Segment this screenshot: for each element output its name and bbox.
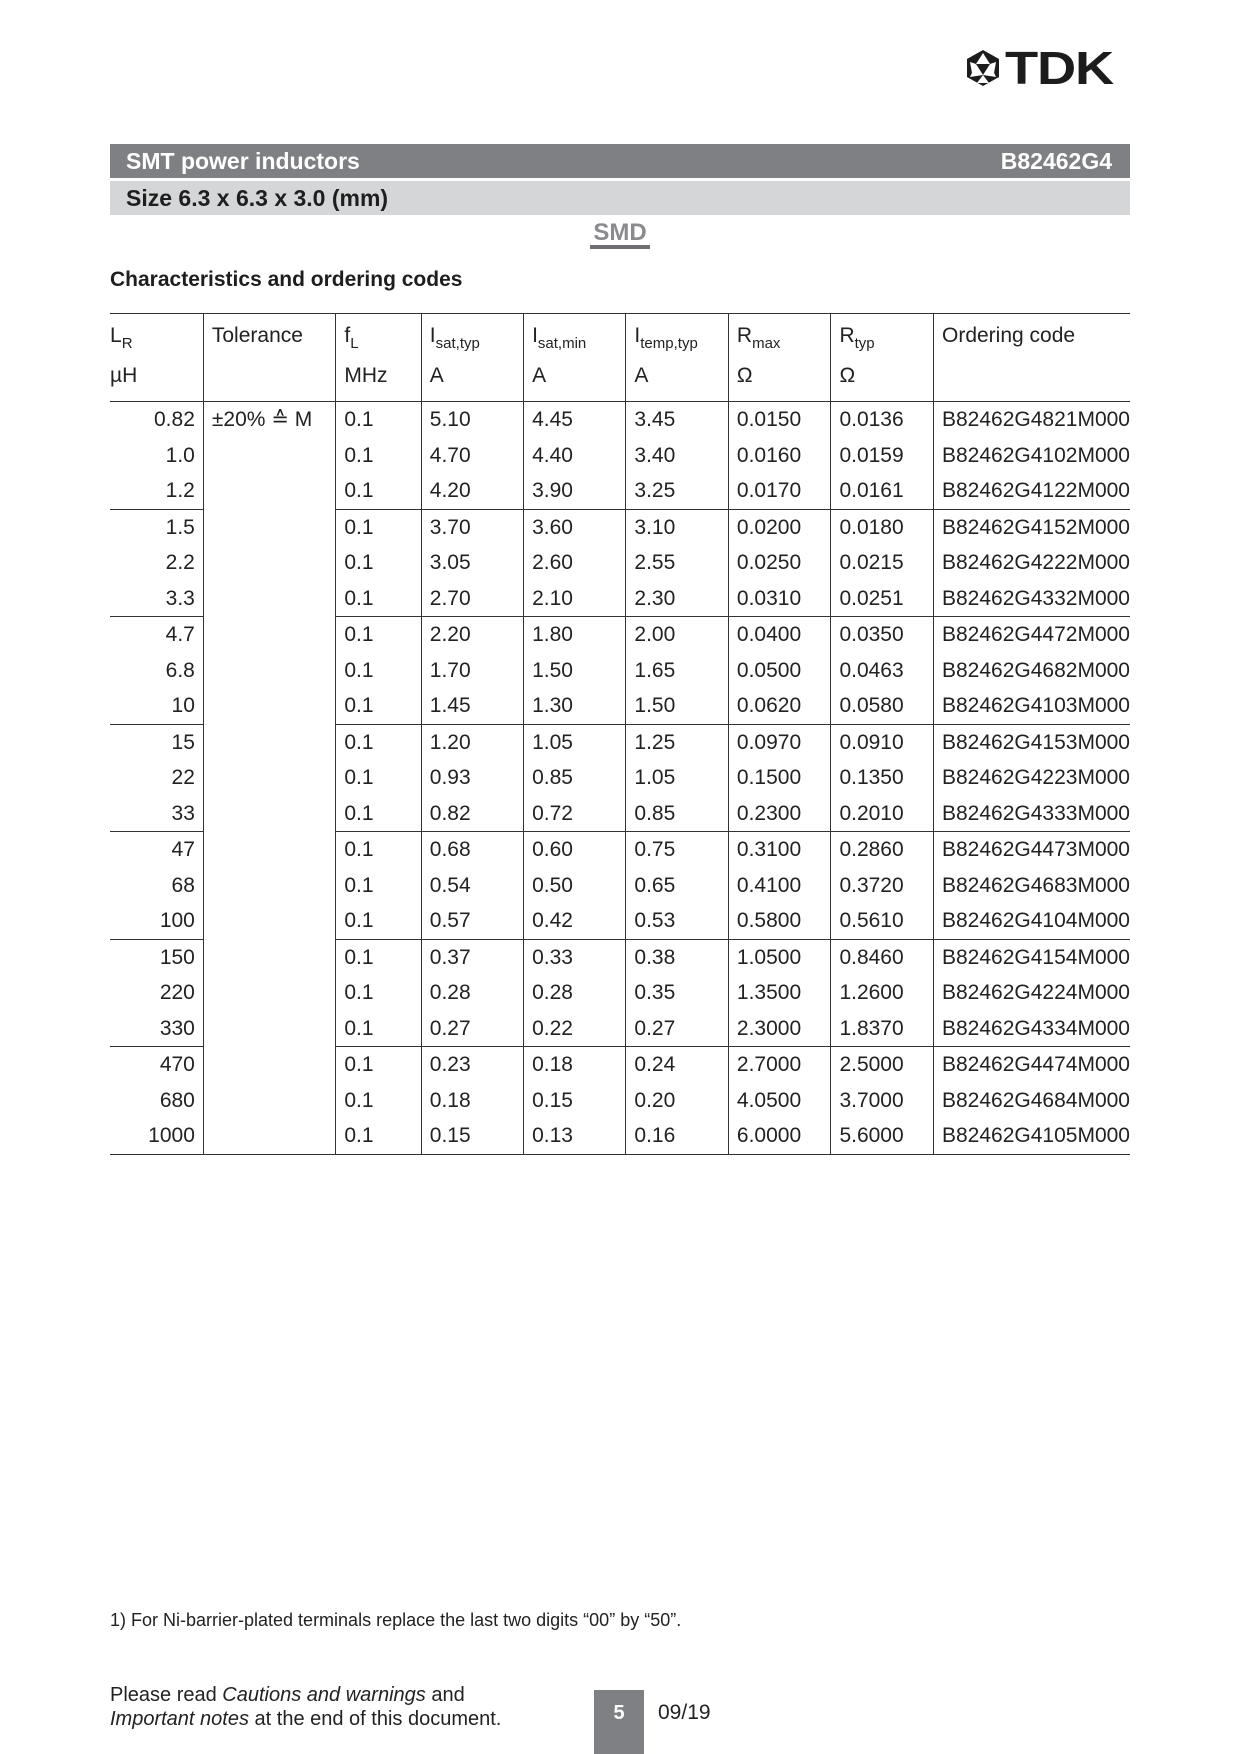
cell-ordering-code: B82462G4222M000: [934, 545, 1131, 581]
col-header-lr: $L_R$: [110, 324, 133, 352]
cell-fl: 0.1: [336, 868, 421, 904]
cell-fl: 0.1: [336, 581, 421, 617]
cell-isat-typ: 0.23: [421, 1047, 523, 1083]
cell-itemp-typ: 0.75: [626, 832, 729, 868]
cell-isat-typ: 3.70: [421, 509, 523, 545]
cell-fl: 0.1: [336, 438, 421, 474]
unit-rmax: Ω: [728, 364, 831, 402]
cell-fl: 0.1: [336, 1011, 421, 1047]
cell-ordering-code: B82462G4224M000: [934, 975, 1131, 1011]
cell-lr: 15: [171, 730, 195, 754]
cautions-link-text: Cautions and warnings: [222, 1684, 426, 1706]
cell-itemp-typ: 0.38: [626, 939, 729, 975]
cell-isat-typ: 0.15: [421, 1118, 523, 1154]
table-body: [110, 402, 1130, 1155]
cell-ordering-code: B82462G4122M000: [934, 473, 1131, 509]
cell-isat-min: 1.05: [524, 724, 626, 760]
cell-lr: 68: [171, 873, 195, 897]
cell-isat-typ: 0.18: [421, 1083, 523, 1119]
title-band: [110, 144, 1130, 178]
cell-rmax: 0.2300: [728, 796, 831, 832]
cell-isat-min: 1.50: [524, 653, 626, 689]
cell-rtyp: 0.0580: [831, 688, 934, 724]
characteristics-table: [110, 313, 1130, 1155]
cell-isat-typ: 0.27: [421, 1011, 523, 1047]
cell-lr: 22: [171, 766, 195, 789]
cell-lr: 3.3: [110, 581, 203, 617]
cell-rmax: 0.0400: [728, 617, 831, 653]
cell-rmax: 0.0500: [728, 653, 831, 689]
cell-isat-typ: 0.57: [421, 903, 523, 939]
cell-lr: 10: [110, 688, 203, 724]
cell-rmax: 0.0170: [728, 473, 831, 509]
cell-itemp-typ: 0.53: [626, 903, 729, 939]
cell-rmax: 1.3500: [728, 975, 831, 1011]
cell-fl: 0.1: [336, 1047, 421, 1083]
unit-rtyp: Ω: [831, 364, 934, 402]
cell-rmax: 0.0160: [728, 438, 831, 474]
cell-itemp-typ: 1.50: [626, 688, 729, 724]
cell-rtyp: 0.5610: [831, 903, 934, 939]
col-header-tolerance: Tolerance: [203, 314, 335, 365]
cell-fl: 0.1: [336, 724, 421, 760]
cell-rtyp: 0.0251: [831, 581, 934, 617]
cell-fl: 0.1: [336, 796, 421, 832]
cell-itemp-typ: 3.25: [626, 473, 729, 509]
cell-isat-min: 0.42: [524, 903, 626, 939]
cell-isat-min: 0.28: [524, 975, 626, 1011]
cell-isat-typ: 5.10: [421, 402, 523, 438]
cell-rtyp: 3.7000: [831, 1083, 934, 1119]
cell-itemp-typ: 2.55: [626, 545, 729, 581]
cell-tolerance: ±20% ≙ M: [203, 402, 335, 1155]
unit-fl: MHz: [336, 364, 421, 402]
cell-fl: 0.1: [336, 617, 421, 653]
cell-itemp-typ: 1.25: [626, 724, 729, 760]
cell-fl: 0.1: [336, 509, 421, 545]
cell-lr: 1.0: [165, 443, 195, 467]
unit-lr: µH: [110, 364, 138, 387]
cell-fl: 0.1: [336, 402, 421, 438]
tdk-hexagon-logo-icon: [964, 49, 1002, 87]
cell-isat-typ: 3.05: [421, 545, 523, 581]
revision-date: 09/19: [658, 1701, 711, 1724]
cell-rmax: 0.1500: [728, 760, 831, 796]
col-header-ordering-code: Ordering code: [934, 314, 1131, 365]
cell-rtyp: 0.0136: [831, 402, 934, 438]
cell-isat-min: 4.45: [524, 402, 626, 438]
cell-rmax: 0.0970: [728, 724, 831, 760]
cell-rtyp: 0.2860: [831, 832, 934, 868]
cell-fl: 0.1: [336, 653, 421, 689]
cell-lr: 100: [110, 903, 203, 939]
cell-ordering-code: B82462G4684M000: [934, 1083, 1131, 1119]
table-unit-row: [110, 364, 1130, 402]
cell-ordering-code: B82462G4682M000: [934, 653, 1131, 689]
cell-itemp-typ: 1.05: [626, 760, 729, 796]
cell-ordering-code: B82462G4152M000: [934, 509, 1131, 545]
cell-ordering-code: B82462G4333M000: [934, 796, 1131, 832]
cell-isat-min: 3.90: [524, 473, 626, 509]
cell-lr: 47: [171, 838, 195, 861]
cell-rtyp: 5.6000: [831, 1118, 934, 1154]
cell-itemp-typ: 0.20: [626, 1083, 729, 1119]
cell-ordering-code: B82462G4334M000: [934, 1011, 1131, 1047]
cell-isat-min: 0.33: [524, 939, 626, 975]
cell-lr: 1.2: [110, 473, 203, 509]
unit-isat-typ: A: [421, 364, 523, 402]
cell-isat-min: 0.22: [524, 1011, 626, 1047]
cell-itemp-typ: 0.35: [626, 975, 729, 1011]
cell-itemp-typ: 0.16: [626, 1118, 729, 1154]
cell-itemp-typ: 2.00: [626, 617, 729, 653]
cell-isat-typ: 0.37: [421, 939, 523, 975]
footnote: 1) For Ni-barrier-plated terminals replace the last two digits “00” by “50”.: [110, 1610, 682, 1630]
cell-fl: 0.1: [336, 939, 421, 975]
cell-lr: 150: [159, 945, 195, 969]
cell-itemp-typ: 2.30: [626, 581, 729, 617]
cell-fl: 0.1: [336, 832, 421, 868]
cell-rtyp: 0.0180: [831, 509, 934, 545]
cell-isat-min: 3.60: [524, 509, 626, 545]
cell-rmax: 1.0500: [728, 939, 831, 975]
cell-itemp-typ: 1.65: [626, 653, 729, 689]
cell-ordering-code: B82462G4683M000: [934, 868, 1131, 904]
cell-isat-min: 0.18: [524, 1047, 626, 1083]
cell-fl: 0.1: [336, 903, 421, 939]
col-header-rmax: $R_{max}$: [728, 314, 831, 365]
cell-lr: 2.2: [165, 551, 195, 574]
cell-lr: 1.5: [165, 515, 195, 539]
cell-rmax: 0.5800: [728, 903, 831, 939]
cell-ordering-code: B82462G4474M000: [934, 1047, 1131, 1083]
cell-isat-typ: 0.68: [421, 832, 523, 868]
cell-rtyp: 0.3720: [831, 868, 934, 904]
cell-isat-typ: 0.93: [421, 760, 523, 796]
cell-isat-min: 2.10: [524, 581, 626, 617]
cell-isat-min: 0.15: [524, 1083, 626, 1119]
cell-ordering-code: B82462G4153M000: [934, 724, 1131, 760]
cell-rmax: 0.0200: [728, 509, 831, 545]
cell-isat-min: 4.40: [524, 438, 626, 474]
cell-isat-min: 0.85: [524, 760, 626, 796]
size-label: Size 6.3 x 6.3 x 3.0 (mm): [126, 184, 389, 211]
cell-fl: 0.1: [336, 545, 421, 581]
cell-rmax: 0.3100: [728, 832, 831, 868]
cell-isat-min: 1.80: [524, 617, 626, 653]
cell-lr: 680: [159, 1088, 195, 1112]
cell-isat-typ: 1.20: [421, 724, 523, 760]
important-notes-text: Important notes: [110, 1708, 249, 1730]
cell-isat-min: 0.72: [524, 796, 626, 832]
cell-ordering-code: B82462G4473M000: [934, 832, 1131, 868]
cell-isat-min: 0.13: [524, 1118, 626, 1154]
cell-ordering-code: B82462G4472M000: [934, 617, 1131, 653]
cell-rmax: 2.7000: [728, 1047, 831, 1083]
cell-rtyp: 0.0463: [831, 653, 934, 689]
cell-rtyp: 0.8460: [831, 939, 934, 975]
cell-rmax: 4.0500: [728, 1083, 831, 1119]
cell-isat-typ: 2.20: [421, 617, 523, 653]
cell-isat-min: 1.30: [524, 688, 626, 724]
cell-itemp-typ: 3.40: [626, 438, 729, 474]
cell-isat-typ: 0.82: [421, 796, 523, 832]
cell-rtyp: 1.8370: [831, 1011, 934, 1047]
table-row: [110, 402, 1130, 438]
tdk-logo: [964, 42, 1114, 94]
cell-rtyp: 0.2010: [831, 796, 934, 832]
cell-rtyp: 2.5000: [831, 1047, 934, 1083]
page-number: 5: [594, 1690, 644, 1754]
cell-ordering-code: B82462G4154M000: [934, 939, 1131, 975]
cell-isat-typ: 1.45: [421, 688, 523, 724]
cell-isat-min: 2.60: [524, 545, 626, 581]
logo-text: TDK: [1005, 42, 1114, 94]
unit-isat-min: A: [524, 364, 626, 402]
cell-isat-min: 0.60: [524, 832, 626, 868]
cell-rmax: 6.0000: [728, 1118, 831, 1154]
cell-ordering-code: B82462G4821M000: [934, 402, 1131, 438]
cell-itemp-typ: 0.24: [626, 1047, 729, 1083]
cell-isat-min: 0.50: [524, 868, 626, 904]
cell-ordering-code: B82462G4103M000: [934, 688, 1131, 724]
col-header-fl: $f_L$: [336, 314, 421, 365]
cell-lr: 220: [159, 981, 195, 1004]
cell-itemp-typ: 3.45: [626, 402, 729, 438]
cell-rtyp: 1.2600: [831, 975, 934, 1011]
cell-ordering-code: B82462G4102M000: [934, 438, 1131, 474]
cell-lr: 4.7: [165, 623, 195, 646]
table-header-row: [110, 314, 1130, 365]
package-tag: SMD: [590, 221, 650, 249]
cell-isat-typ: 1.70: [421, 653, 523, 689]
cell-lr: 0.82: [154, 408, 195, 431]
cell-fl: 0.1: [336, 688, 421, 724]
cell-isat-typ: 0.54: [421, 868, 523, 904]
cell-isat-typ: 2.70: [421, 581, 523, 617]
part-series: B82462G4: [1000, 147, 1112, 174]
cell-rmax: 0.0250: [728, 545, 831, 581]
col-header-isat-typ: $I_{sat,typ}$: [421, 314, 523, 365]
cell-lr: 1000: [110, 1118, 203, 1154]
cell-itemp-typ: 0.27: [626, 1011, 729, 1047]
cell-ordering-code: B82462G4223M000: [934, 760, 1131, 796]
unit-ordering-code: [934, 364, 1131, 402]
cell-rtyp: 0.0159: [831, 438, 934, 474]
cell-rtyp: 0.1350: [831, 760, 934, 796]
cell-rtyp: 0.0215: [831, 545, 934, 581]
cell-fl: 0.1: [336, 1083, 421, 1119]
cell-itemp-typ: 0.85: [626, 796, 729, 832]
cell-isat-typ: 0.28: [421, 975, 523, 1011]
cell-lr: 6.8: [165, 658, 195, 682]
caution-note: Please read Cautions and warnings and Important notes at the end of this document.: [110, 1684, 502, 1730]
col-header-rtyp: $R_{typ}$: [831, 314, 934, 365]
col-header-itemp-typ: $I_{temp,typ}$: [626, 314, 729, 365]
col-header-isat-min: $I_{sat,min}$: [524, 314, 626, 365]
cell-ordering-code: B82462G4105M000: [934, 1118, 1131, 1154]
cell-itemp-typ: 3.10: [626, 509, 729, 545]
product-line-title: SMT power inductors: [126, 147, 360, 174]
cell-rtyp: 0.0350: [831, 617, 934, 653]
cell-lr: 330: [110, 1011, 203, 1047]
cell-itemp-typ: 0.65: [626, 868, 729, 904]
cell-fl: 0.1: [336, 975, 421, 1011]
unit-itemp-typ: A: [626, 364, 729, 402]
cell-rmax: 0.0150: [728, 402, 831, 438]
cell-rtyp: 0.0161: [831, 473, 934, 509]
cell-fl: 0.1: [336, 1118, 421, 1154]
cell-rmax: 2.3000: [728, 1011, 831, 1047]
unit-tolerance: [203, 364, 335, 402]
cell-rtyp: 0.0910: [831, 724, 934, 760]
cell-ordering-code: B82462G4104M000: [934, 903, 1131, 939]
cell-rmax: 0.0310: [728, 581, 831, 617]
cell-isat-typ: 4.20: [421, 473, 523, 509]
section-title: Characteristics and ordering codes: [110, 268, 463, 291]
cell-fl: 0.1: [336, 473, 421, 509]
cell-rmax: 0.4100: [728, 868, 831, 904]
cell-lr: 470: [159, 1053, 195, 1076]
cell-ordering-code: B82462G4332M000: [934, 581, 1131, 617]
cell-isat-typ: 4.70: [421, 438, 523, 474]
cell-lr: 33: [110, 796, 203, 832]
cell-rmax: 0.0620: [728, 688, 831, 724]
size-band: [110, 181, 1130, 215]
cell-fl: 0.1: [336, 760, 421, 796]
